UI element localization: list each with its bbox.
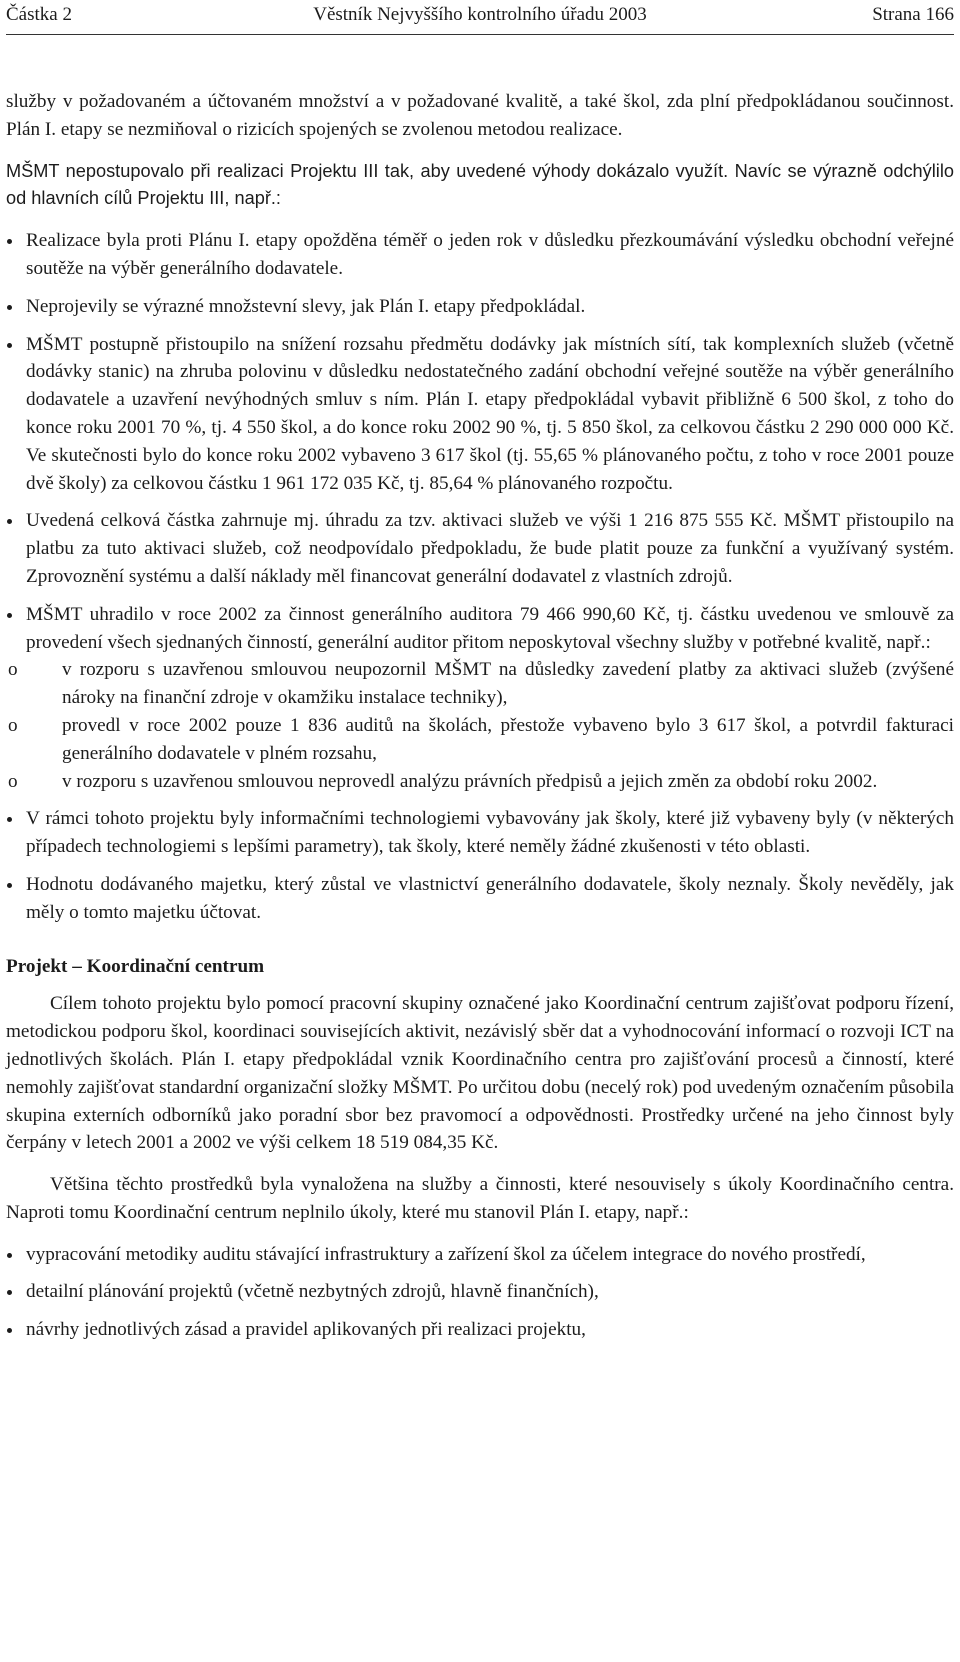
document-page (6, 0, 954, 1341)
sub-item: o provedl v roce 2002 pouze 1 836 auditů na školách, přestože vybaveno bylo 3 617 škol, a potvrdil fakturaci generálního dodavatele v plném rozsahu, (6, 712, 954, 768)
bullet-item: detailní plánování projektů (včetně nezbytných zdrojů, hlavně finančních), (6, 1278, 954, 1306)
sub-item: o v rozporu s uzavřenou smlouvou neprovedl analýzu právních předpisů a jejich změn za období roku 2002. (6, 768, 954, 796)
bullet-item: Uvedená celková částka zahrnuje mj. úhradu za tzv. aktivaci služeb ve výši 1 216 875 555 Kč. MŠMT přistoupilo na platbu za tuto aktivaci služeb, což neodpovídalo předpokladu, že bude platit pouze za funkční a využívaný systém. Zprovoznění systému a další náklady měl financovat generální dodavatel z vlastních zdrojů. (6, 507, 954, 590)
sub-marker: o (8, 770, 18, 792)
bullet-item: návrhy jednotlivých zásad a pravidel aplikovaných při realizaci projektu, (6, 1316, 954, 1344)
header-journal-title: Věstník Nejvyššího kontrolního úřadu 2003 (313, 4, 647, 25)
page-body (6, 88, 954, 1344)
header-page-number: Strana 166 (872, 4, 954, 25)
bullet-icon (6, 1241, 12, 1258)
bullet-icon (6, 1316, 12, 1333)
sub-item: o v rozporu s uzavřenou smlouvou neupozornil MŠMT na důsledky zavedení platby za aktivaci služeb (zvýšené nároky na finanční zdroje v okamžiku instalace techniky), (6, 656, 954, 712)
bullet-item: Neprojevily se výrazné množstevní slevy, jak Plán I. etapy předpokládal. (6, 293, 954, 321)
bullet-icon (6, 805, 12, 822)
section-heading: Projekt – Koordinační centrum (6, 955, 265, 977)
header-issue: Částka 2 (6, 4, 72, 25)
bullet-icon (6, 507, 12, 524)
paragraph-koordinacni-centrum: Cílem tohoto projektu bylo pomocí pracovní skupiny označené jako Koordinační centrum zajišťovat podporu řízení, metodickou podporu škol, koordinaci souvisejících aktivit, nezávislý sběr dat a vyhodnocování informací o rozvoji ICT na jednotlivých školách. Plán I. etapy předpokládal vznik Koordinačního centra pro zajišťování procesů a činností, které nemohly zajišťovat standardní organizační složky MŠMT. Po určitou dobu (necelý rok) pod uvedeným označením působila skupina externích odborníků jako poradní sbor bez pravomocí a odpovědnosti. Prostředky určené na jeho činnost byly čerpány v letech 2001 a 2002 ve výši celkem 18 519 084,35 Kč. (6, 993, 954, 1154)
sub-marker: o (8, 714, 18, 736)
bullet-item: Hodnotu dodávaného majetku, který zůstal ve vlastnictví generálního dodavatele, školy neznaly. Školy nevěděly, jak měly o tomto majetku účtovat. (6, 871, 954, 927)
paragraph-msmt-summary: MŠMT nepostupovalo při realizaci Projektu III tak, aby uvedené výhody dokázalo využít. Navíc se výrazně odchýlilo od hlavních cílů Projektu III, např.: (6, 160, 954, 209)
bullet-icon (6, 1278, 12, 1295)
header-rule (6, 34, 954, 35)
bullet-icon (6, 331, 12, 348)
bullet-icon (6, 871, 12, 888)
bullet-item: Realizace byla proti Plánu I. etapy opožděna téměř o jeden rok v důsledku přezkoumávání výsledku obchodní veřejné soutěže na výběr generálního dodavatele. (6, 227, 954, 283)
bullet-icon (6, 227, 12, 244)
bullet-icon (6, 293, 12, 310)
paragraph-vetsina: Většina těchto prostředků byla vynaložena na služby a činnosti, které nesouvisely s úkoly Koordinačního centra. Naproti tomu Koordinační centrum neplnilo úkoly, které mu stanovil Plán I. etapy, např.: (6, 1174, 954, 1223)
paragraph-intro: služby v požadovaném a účtovaném množství a v požadované kvalitě, a také škol, zda plní předpokládanou součinnost. Plán I. etapy se nezmiňoval o rizicích spojených se zvolenou metodou realizace. (6, 91, 954, 140)
bullet-item: MŠMT uhradilo v roce 2002 za činnost generálního auditora 79 466 990,60 Kč, tj. částku uvedenou ve smlouvě za provedení všech sjednaných činností, generální auditor přitom neposkytoval všechny služby v potřebné kvalitě, např.: (6, 601, 954, 657)
bullet-item: vypracování metodiky auditu stávající infrastruktury a zařízení škol za účelem integrace do nového prostředí, (6, 1241, 954, 1269)
bullet-icon (6, 601, 12, 618)
sub-marker: o (8, 659, 18, 681)
bullet-item: MŠMT postupně přistoupilo na snížení rozsahu předmětu dodávky jak místních sítí, tak komplexních služeb (včetně dodávky stanic) na zhruba polovinu v důsledku nedostatečného zadání obchodní veřejné soutěže na výběr generálního dodavatele a uzavření nevýhodných smluv s ním. Plán I. etapy předpokládal vybavit přibližně 6 500 škol, z toho do konce roku 2001 70 %, tj. 4 550 škol, a do konce roku 2002 90 %, tj. 5 850 škol, za celkovou částku 2 290 000 000 Kč. Ve skutečnosti bylo do konce roku 2002 vybaveno 3 617 škol (tj. 55,65 % plánovaného počtu, z toho v roce 2001 pouze dvě školy) za celkovou částku 1 961 172 035 Kč, tj. 85,64 % plánovaného rozpočtu. (6, 331, 954, 498)
bullet-item: V rámci tohoto projektu byly informačními technologiemi vybavovány jak školy, které již vybaveny byly (v některých případech technologiemi s lepšími parametry), tak školy, které neměly žádné zkušenosti v této oblasti. (6, 805, 954, 861)
